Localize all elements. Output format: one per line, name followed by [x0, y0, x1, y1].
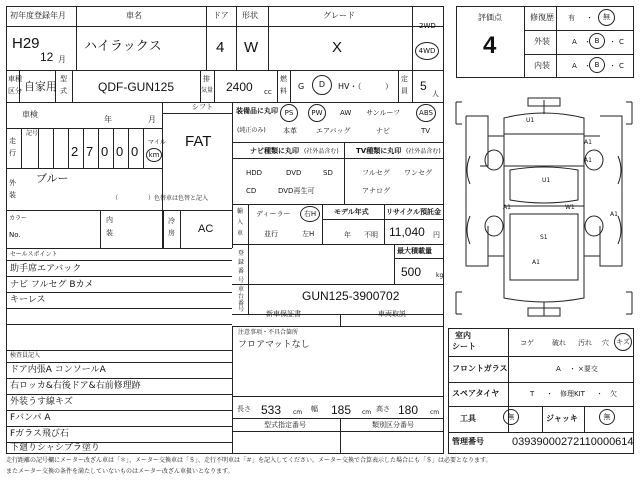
body-shape: W: [244, 39, 259, 56]
door-label: ドア: [213, 11, 229, 20]
use-label: 車種: [8, 75, 22, 83]
navi-hdd: HDD: [246, 169, 263, 177]
length-value: 533: [261, 403, 282, 417]
designation-label: 型式指定番号: [264, 421, 306, 429]
inspection-label: 車検: [22, 110, 38, 119]
tools-none-circled: 無: [503, 409, 519, 425]
mileage-digit: 0: [131, 144, 139, 159]
exterior-label: 外: [9, 179, 16, 187]
inspection-month: 月: [148, 115, 156, 124]
navi-cd: CD: [246, 187, 257, 195]
grade-value: X: [332, 39, 343, 56]
equipment-note: (純正のみ): [237, 127, 266, 134]
vehicle-name: ハイラックス: [84, 39, 162, 54]
color-code-label: カラー: [9, 215, 28, 222]
chassis-value: GUN125-3900702: [302, 289, 400, 303]
notes-value: フロアマットなし: [238, 340, 310, 350]
check-item: Fガラス飛び石: [10, 429, 69, 439]
height-label: 高さ: [376, 405, 390, 413]
damage-a1: A1: [584, 157, 592, 164]
mileage-unit-mile: マイル: [148, 139, 166, 146]
car-damage-diagram: [448, 96, 640, 320]
width-label: 幅: [311, 405, 318, 413]
ac-value: AC: [198, 223, 214, 235]
displacement-label: 排: [203, 75, 210, 83]
tv-oneseg: ワンセグ: [404, 169, 432, 177]
mileage-unit-km: km: [146, 148, 162, 162]
check-item: 下廻りシャシブラ塗り: [10, 443, 100, 453]
navi-dvd: DVD: [286, 169, 302, 177]
first-reg-label: 初年度登録年月: [10, 11, 66, 20]
equipment-tv: TV: [421, 127, 431, 135]
inspection-year: 年: [104, 115, 112, 124]
recycle-label: リサイクル預託金: [386, 208, 442, 216]
name-label: 車名: [126, 11, 142, 20]
tv-analog: アナログ: [362, 187, 390, 195]
repair-label: 修復歴: [530, 13, 554, 22]
equipment-navi: ナビ: [376, 127, 390, 135]
capacity-value: 5: [420, 79, 427, 93]
height-value: 180: [398, 403, 419, 417]
mgmt-label: 管理番号: [452, 437, 484, 446]
width-value: 185: [331, 403, 352, 417]
fuel-hv: HV・（: [338, 82, 362, 91]
model-year-label: モデル年式: [334, 208, 369, 216]
recycle-value: 11,040: [389, 225, 425, 239]
damage-a1: A1: [532, 259, 540, 266]
length-label: 長さ: [237, 405, 251, 413]
equipment-ps: PS: [280, 104, 298, 122]
drive-4wd: 4WD: [415, 42, 439, 60]
payload-unit: kg: [436, 272, 444, 279]
recycle-unit: 円: [433, 231, 440, 239]
model-year-year: 年: [344, 231, 351, 239]
seat-stain: 汚れ: [578, 339, 592, 347]
import-right-hand: 右H: [300, 206, 320, 222]
equipment-pw: PW: [308, 104, 326, 122]
sales-item: ナビ フルセグ Bカメ: [10, 280, 94, 290]
damage-s1: S1: [540, 234, 548, 241]
equipment-leather: 本革: [283, 127, 297, 135]
tv-title: TV種類に丸印: [356, 147, 402, 155]
shift-value: FAT: [185, 133, 212, 150]
use-value: 自家用: [24, 80, 57, 93]
shape-label: 形状: [242, 11, 258, 20]
sales-item: キーレス: [10, 295, 46, 305]
model-value: QDF-GUN125: [98, 80, 175, 94]
interior-color-label: 内: [106, 216, 113, 224]
reg-year: H29: [12, 35, 40, 52]
glass-label: フロントガラス: [452, 364, 508, 373]
model-year-unknown: 不明: [364, 231, 378, 239]
capacity-unit: 人: [432, 90, 439, 98]
check-item: ドア内張A コンソールA: [10, 365, 106, 375]
equipment-sunroof: サンルーフ: [366, 109, 401, 117]
manual-label: 車両取説: [378, 310, 406, 318]
color-change-note: （ ）色替車は色替と記入: [112, 195, 209, 202]
checks-title: 検査員記入: [10, 352, 41, 359]
tv-fullseg: フルセグ: [362, 169, 390, 177]
damage-a1: A1: [610, 211, 618, 218]
damage-u1-roof: U1: [542, 177, 551, 184]
navi-dvd-playback: DVD再生可: [278, 187, 315, 195]
door-count: 4: [216, 39, 225, 56]
equipment-abs: ABS: [416, 104, 436, 122]
payload-value: 500: [401, 265, 422, 279]
score-label: 評価点: [478, 13, 502, 22]
equipment-airbag: エアバッグ: [316, 127, 351, 135]
footer-note-2: またメーター交換の条件を満たしていないものはメーター改ざん車扱いとなります。: [6, 468, 234, 475]
damage-w1: W1: [565, 204, 575, 211]
fuel-d-circled: D: [312, 75, 332, 95]
equipment-title: 装備品に丸印: [236, 107, 278, 115]
displacement-value: 2400: [226, 80, 253, 94]
mgmt-value: 03939000272110000614: [512, 436, 634, 448]
damage-u1-front: U1: [526, 117, 535, 124]
capacity-label: 定: [401, 75, 408, 83]
mileage-code-header: 記号: [26, 130, 39, 137]
jack-label: ジャッキ: [546, 414, 578, 423]
check-item: Fバンパ A: [10, 413, 51, 423]
footer-note-1: 走行距離の記号欄にメーター改ざん車は「＊」、メーター交換車は「＄」、走行不明車は「＃」を記入してください。メーター交換で合算表示した場合にも「＄」は必要となります。: [6, 457, 492, 464]
mileage-digit: 2: [71, 144, 79, 159]
spare-label: スペアタイヤ: [452, 389, 500, 398]
import-left-hand: 左H: [302, 230, 315, 238]
notes-title: 注意事項・不具合箇所: [238, 329, 299, 336]
exterior-grade-label: 外装: [534, 37, 550, 46]
chassis-label: 車: [238, 286, 245, 293]
reg-no-label: 登: [238, 250, 245, 257]
seat-scratch-circled: キズ: [614, 333, 632, 351]
warranty-label: 新車保証書: [266, 310, 301, 318]
seat-hole: 穴: [602, 339, 609, 347]
shift-label: シフト: [192, 103, 213, 111]
class-label: 類別区分番号: [372, 421, 414, 429]
sales-title: セールスポイント: [10, 251, 58, 258]
reg-month-unit: 月: [58, 55, 66, 64]
tools-label: 工具: [460, 414, 476, 423]
seat-tear: 破れ: [552, 339, 566, 347]
jack-none-circled: 無: [599, 409, 615, 425]
fuel-label: 燃: [280, 75, 287, 83]
interior-grade-label: 内装: [534, 61, 550, 70]
payload-label: 最大積載量: [397, 247, 432, 255]
exterior-grade-circled: B: [589, 33, 605, 49]
mileage-digit: 0: [101, 144, 109, 159]
ac-label: 冷: [168, 217, 175, 225]
damage-a1: A1: [584, 139, 592, 146]
mileage-digit: 7: [86, 144, 94, 159]
import-label: 輸: [237, 208, 244, 215]
damage-a1: A1: [503, 204, 511, 211]
score-value: 4: [483, 32, 497, 59]
drive-2wd: 2WD: [419, 22, 436, 30]
mileage-label: 走: [9, 137, 16, 145]
mileage-digit: 0: [116, 144, 124, 159]
reg-month: 12: [40, 50, 54, 64]
seat-burn: コゲ: [520, 339, 534, 347]
interior-grade-circled: B: [589, 57, 605, 73]
repair-none-circled: 無: [598, 9, 615, 26]
grade-label: グレード: [323, 11, 355, 20]
check-item: 外装うす線キズ: [10, 397, 73, 407]
navi-sd: SD: [323, 169, 333, 177]
equipment-aw: AW: [340, 109, 352, 117]
check-item: 右ロッカ&右後ドア&右前修理跡: [10, 381, 141, 391]
sales-item: 助手席エアバック: [10, 264, 82, 274]
fuel-g: G: [298, 82, 305, 91]
import-dealer: ディーラー: [256, 210, 291, 218]
exterior-color: ブルー: [36, 172, 69, 185]
seat-label: 室内: [455, 331, 471, 340]
navi-title: ナビ種類に丸印: [250, 147, 299, 155]
import-parallel: 並行: [264, 230, 278, 238]
model-label: 型: [60, 75, 67, 83]
displacement-unit: cc: [264, 88, 272, 96]
